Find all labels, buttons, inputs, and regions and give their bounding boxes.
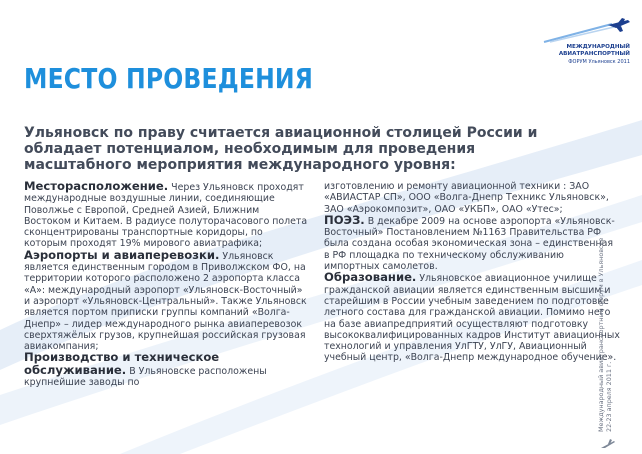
logo-line-3: ФОРУМ Ульяновск 2011	[568, 59, 630, 65]
section-heading: Аэропорты и авиаперевозки.	[24, 247, 220, 262]
airplane-icon	[600, 438, 616, 450]
logo-line-1: МЕЖДУНАРОДНЫЙ	[566, 44, 630, 50]
section-heading: Производство и техническое обслуживание.	[24, 350, 220, 377]
paragraph-education	[324, 272, 620, 363]
lead-paragraph: Ульяновск по праву считается авиационной столицей России и обладает потенциалом, необходимым для проведения масштабного мероприятия международного уровня:	[24, 125, 538, 173]
logo-line-2: АВИАТРАНСПОРТНЫЙ	[558, 51, 630, 57]
section-heading: ПОЭЗ.	[324, 212, 365, 227]
paragraph-location	[24, 181, 308, 250]
paragraph-airports	[24, 247, 308, 353]
section-text: В декабре 2009 на основе аэропорта «Ульяновск-Восточный» Постановлением №1163 Правительства РФ была создана особая экономическая зона – единственная в РФ площадка по техническому обслуживанию импортных самолетов.	[324, 215, 615, 273]
side-caption	[597, 238, 613, 432]
page-title: МЕСТО ПРОВЕДЕНИЯ	[24, 62, 314, 95]
section-text: Ульяновск является единственным городом в Приволжском ФО, на территории которого расположено 2 аэропорта класса «А»: международный аэропорт «Ульяновск-Восточный» и аэропорт «Ульяновск-Центральный». Также Ульяновск является портом приписки группы компаний «Волга-Днепр» – лидер международного рынка авиаперевозок сверхтяжёлых грузов, крупнейшая российская грузовая авиакомпания;	[24, 250, 307, 353]
right-column	[324, 181, 620, 364]
section-text: изготовлению и ремонту авиационной техники : ЗАО «АВИАСТАР СП», ООО «Волга-Днепр Техникс Ульяновск», ЗАО «Аэрокомпозит», ОАО «УКБП», ОАО «Утес»;	[324, 181, 609, 215]
side-caption-line-1: Международный авиатранспортный форум в Ульяновске	[597, 237, 605, 432]
section-text: Через Ульяновск проходят международные воздушные линии, соединяющие Поволжье с Европой, Средней Азией, Ближним Востоком и Китаем. В радиусе полуторачасового полета сконцентрированы транспортные коридоры, по которым проходят 19% мирового авиатрафика;	[24, 182, 308, 250]
paragraph-production-cont	[324, 181, 620, 215]
section-text: В Ульяновске расположены крупнейшие заводы по	[24, 365, 267, 389]
side-caption-line-2: 22-23 апреля 2011 г.	[605, 361, 613, 432]
forum-logo	[536, 18, 636, 68]
section-text: Ульяновское авиационное училище гражданской авиации является единственным высшим и старейшим в России учебным заведением по подготовке летного состава для гражданской авиации. Помимо него на базе авиапредприятий осуществляют подготовку высококвалифицированных кадров Институт авиационных технологий и управления УлГТУ, УлГУ, Авиационный учебный центр, «Волга-Днепр международное обучение».	[324, 273, 620, 364]
section-heading: Образование.	[324, 270, 417, 285]
section-heading: Месторасположение.	[24, 179, 169, 193]
airplane-icon	[542, 18, 632, 44]
paragraph-sez	[324, 212, 620, 273]
left-column	[24, 181, 308, 388]
paragraph-production	[24, 352, 308, 388]
